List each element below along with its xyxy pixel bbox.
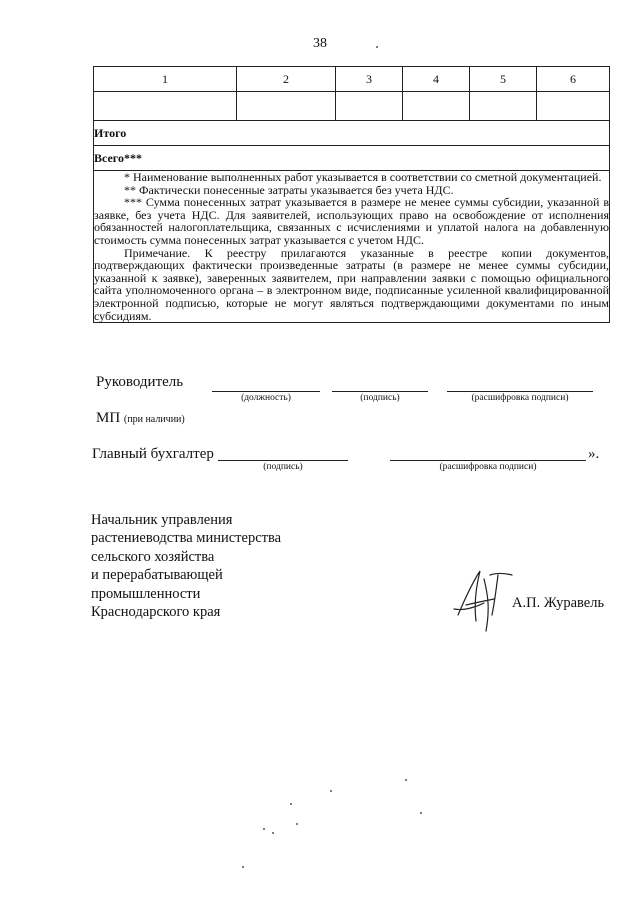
footnote-3: *** Сумма понесенных затрат указывается в размере не менее суммы субсидии, указанной в заявке, без учета НДС. Для заявителей, использующих право на освобождение от исполнения обязанностей налогоплательщика, связанных с исчислениями и уплатой налога на добавленную стоимость сумма понесенных затрат указывается с учетом НДС. (94, 195, 609, 247)
footnote-2: ** Фактически понесенные затраты указывается без учета НДС. (124, 182, 454, 197)
signature-line (332, 391, 428, 392)
total-label: Итого (94, 121, 610, 146)
note-paragraph: Примечание. К реестру прилагаются указанные в реестре копии документов, подтверждающих фактически произведенные затраты (в размере не менее суммы субсидии, указанной к заявке), заверенных заявителем, при направлении заявки с помощью официального сайта уполномоченного органа – в электронном виде, подписанные усиленной квалифицированной электронной подписью, которые не могут являться подтверждающими документами по иным субсидиям. (94, 245, 609, 323)
grand-total-label: Всего*** (94, 146, 610, 171)
column-number: 1 (94, 67, 237, 92)
decode-caption: (расшифровка подписи) (471, 393, 569, 403)
column-number: 3 (336, 67, 403, 92)
accountant-signature-line (218, 460, 348, 461)
signer-title-line: Начальник управления (91, 512, 233, 528)
signature-caption: (подпись) (360, 393, 400, 403)
table-cell (537, 92, 610, 121)
position-line (212, 391, 320, 392)
handwritten-signature-icon (450, 565, 520, 637)
closing-quote: ». (588, 446, 600, 462)
signer-title-line: сельского хозяйства (91, 548, 215, 565)
table-row (94, 92, 610, 121)
table-cell (336, 92, 403, 121)
table-cell (237, 92, 336, 121)
column-number: 6 (537, 67, 610, 92)
signer-title-line: растениеводства министерства (91, 530, 282, 547)
column-number: 4 (403, 67, 470, 92)
page-number: 38 (313, 36, 327, 51)
stamp-label: МП (96, 410, 121, 426)
signer-title-line: Краснодарского края (91, 604, 221, 621)
decode-line (447, 391, 593, 392)
footnote-1: * Наименование выполненных работ указывается в соответствии со сметной документацией. (124, 170, 602, 184)
signer-title (91, 511, 281, 621)
accountant-decode-line (390, 460, 586, 461)
accountant-label: Главный бухгалтер (92, 446, 214, 462)
position-caption: (должность) (241, 393, 291, 403)
total-row (94, 121, 610, 146)
table-cell (94, 92, 237, 121)
stamp-block (96, 410, 185, 427)
column-number: 2 (237, 67, 336, 92)
accountant-signature-caption: (подпись) (263, 462, 303, 472)
accountant-decode-caption: (расшифровка подписи) (439, 462, 537, 472)
signer-title-line: промышленности (91, 585, 201, 602)
grand-total-row (94, 146, 610, 171)
stamp-note: (при наличии) (123, 414, 185, 425)
notes-cell (94, 171, 610, 323)
expenses-table (93, 66, 610, 323)
column-number: 5 (470, 67, 537, 92)
signer-name: А.П. Журавель (512, 595, 605, 611)
notes-row (94, 171, 610, 323)
table-cell (403, 92, 470, 121)
table-header-row (94, 67, 610, 92)
signer-title-line: и перерабатывающей (91, 567, 223, 584)
head-label: Руководитель (96, 374, 184, 390)
table-cell (470, 92, 537, 121)
